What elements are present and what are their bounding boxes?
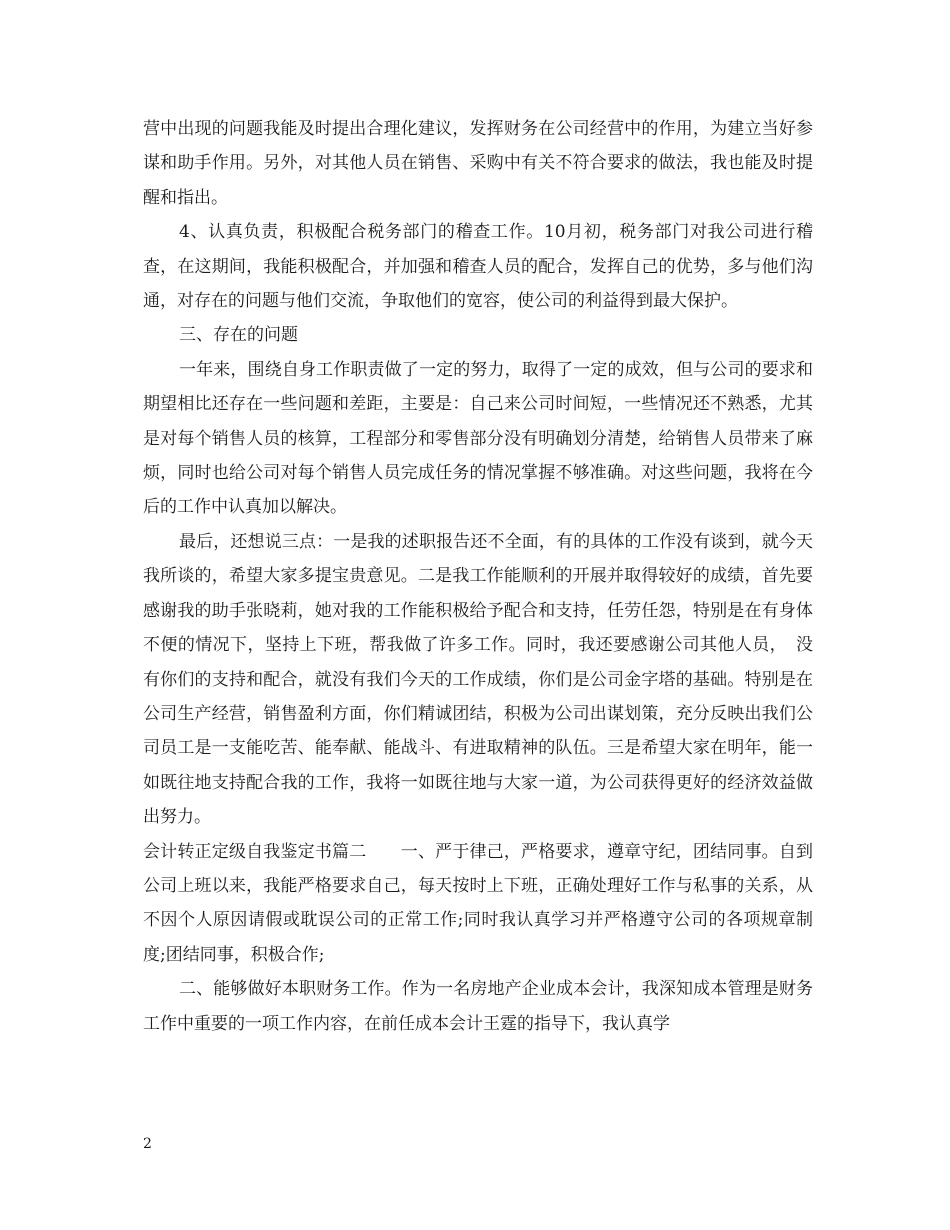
paragraph-1: 营中出现的问题我能及时提出合理化建议，发挥财务在公司经营中的作用，为建立当好参谋和助手作用。另外，对其他人员在销售、采购中有关不符合要求的做法，我也能及时提醒和指出。 — [143, 119, 813, 208]
paragraph-6: 二、能够做好本职财务工作。作为一名房地产企业成本会计，我深知成本管理是财务工作中重要的一项工作内容，在前任成本会计王霆的指导下，我认真学 — [143, 979, 813, 1034]
document-body — [143, 112, 813, 1041]
paragraph-3: 一年来，围绕自身工作职责做了一定的努力，取得了一定的成效，但与公司的要求和期望相比还存在一些问题和差距，主要是：自己来公司时间短，一些情况还不熟悉，尤其是对每个销售人员的核算，工程部分和零售部分没有明确划分清楚，给销售人员带来了麻烦，同时也给公司对每个销售人员完成任务的情况掌握不够准确。对这些问题，我将在今后的工作中认真加以解决。 — [143, 359, 813, 518]
paragraph-4: 最后，还想说三点：一是我的述职报告还不全面，有的具体的工作没有谈到，就今天我所谈的，希望大家多提宝贵意见。二是我工作能顺利的开展并取得较好的成绩，首先要感谢我的助手张晓莉，她对我的工作能积极给予配合和支持，任劳任怨，特别是在有身体不便的情况下，坚持上下班，帮我做了许多工作。同时，我还要感谢公司其他人员， 没有你们的支持和配合，就没有我们今天的工作成绩，你们是公司金字塔的基础。特别是在公司生产经营，销售盈利方面，你们精诚团结，积极为公司出谋划策，充分反映出我们公司员工是一支能吃苦、能奉献、能战斗、有进取精神的队伍。三是希望大家在明年，能一如既往地支持配合我的工作，我将一如既往地与大家一道，为公司获得更好的经济效益做出努力。 — [143, 531, 813, 828]
page-number: 2 — [143, 1136, 152, 1152]
paragraph-2: 4、认真负责，积极配合税务部门的稽查工作。10月初，税务部门对我公司进行稽查，在这期间，我能积极配合，并加强和稽查人员的配合，发挥自己的优势，多与他们沟通，对存在的问题与他们交流，争取他们的宽容，使公司的利益得到最大保护。 — [143, 222, 813, 312]
section-heading-problems: 三、存在的问题 — [179, 325, 298, 346]
paragraph-5: 会计转正定级自我鉴定书篇二 一、严于律己，严格要求，遵章守纪，团结同事。自到公司上班以来，我能严格要求自己，每天按时上下班，正确处理好工作与私事的关系，从不因个人原因请假或耽误公司的正常工作;同时我认真学习并严格遵守公司的各项规章制度;团结同事，积极合作; — [143, 841, 813, 965]
